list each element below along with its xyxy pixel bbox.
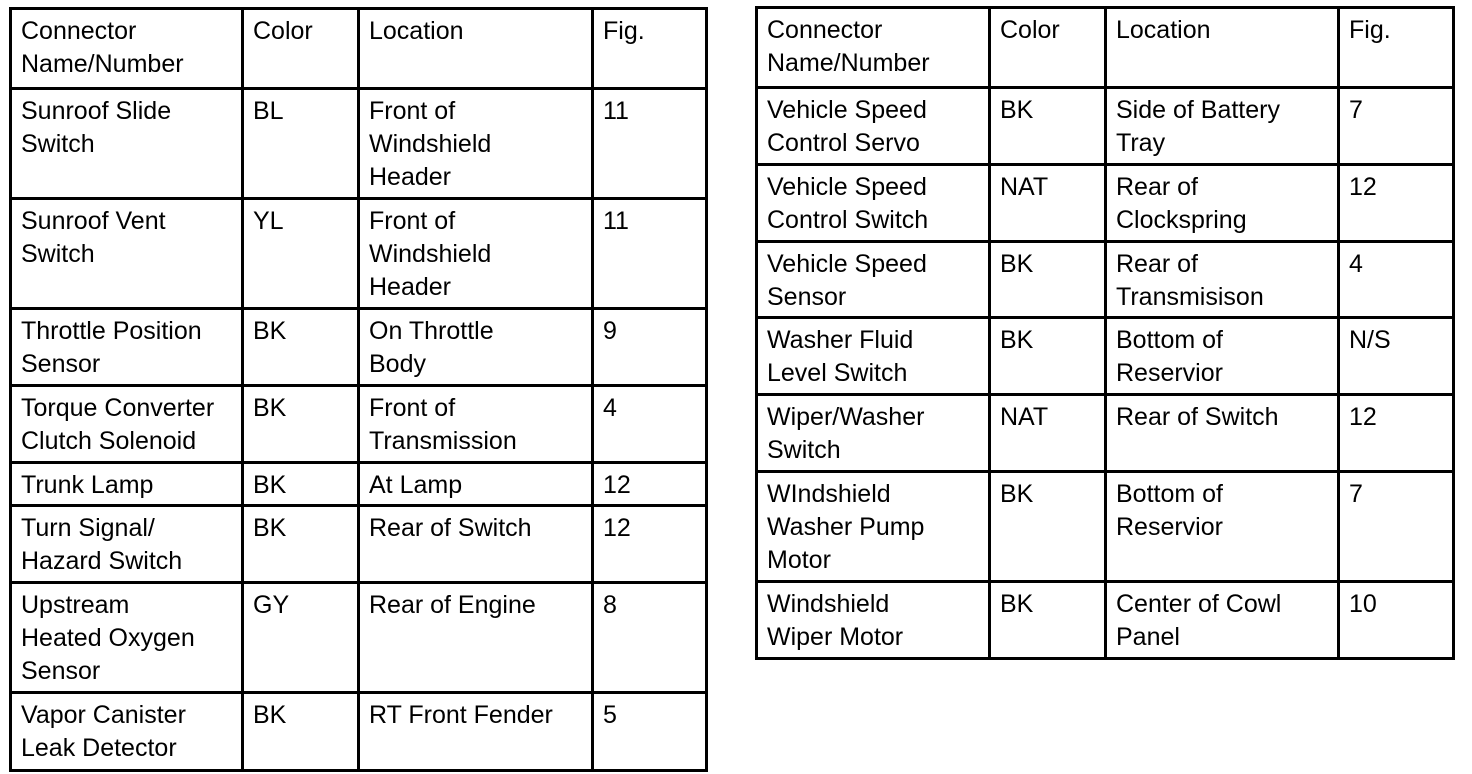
table-row xyxy=(11,309,707,386)
connector-name-cell: Upstream Heated Oxygen Sensor xyxy=(11,583,243,693)
color-cell: BK xyxy=(243,386,359,463)
location-cell: Rear of Switch xyxy=(1106,395,1339,472)
fig-cell: 12 xyxy=(593,506,707,583)
header-color: Color xyxy=(243,9,359,89)
location-cell: Rear of Transmisison xyxy=(1106,242,1339,318)
header-connector-name: Connector Name/Number xyxy=(757,8,990,88)
location-cell: Front of Windshield Header xyxy=(359,199,593,309)
connector-name-cell: Torque Converter Clutch Solenoid xyxy=(11,386,243,463)
color-cell: BK xyxy=(243,463,359,506)
table-row xyxy=(757,582,1454,659)
location-cell: Front of Transmission xyxy=(359,386,593,463)
color-cell: BK xyxy=(243,309,359,386)
table-row xyxy=(757,242,1454,318)
header-color: Color xyxy=(990,8,1106,88)
location-cell: Side of Battery Tray xyxy=(1106,88,1339,165)
connector-name-cell: Windshield Wiper Motor xyxy=(757,582,990,659)
connector-name-cell: Sunroof Vent Switch xyxy=(11,199,243,309)
table-row xyxy=(757,165,1454,242)
fig-cell: 11 xyxy=(593,199,707,309)
fig-cell: N/S xyxy=(1339,318,1454,395)
header-connector-name: Connector Name/Number xyxy=(11,9,243,89)
connector-name-cell: Sunroof Slide Switch xyxy=(11,89,243,199)
color-cell: BK xyxy=(990,582,1106,659)
color-cell: BK xyxy=(990,242,1106,318)
table-row xyxy=(757,395,1454,472)
table-row xyxy=(11,199,707,309)
location-cell: On Throttle Body xyxy=(359,309,593,386)
connector-name-cell: Throttle Position Sensor xyxy=(11,309,243,386)
location-cell: RT Front Fender xyxy=(359,693,593,771)
fig-cell: 12 xyxy=(1339,395,1454,472)
fig-cell: 7 xyxy=(1339,88,1454,165)
color-cell: BK xyxy=(243,506,359,583)
table-row xyxy=(11,583,707,693)
color-cell: BK xyxy=(990,318,1106,395)
table-row xyxy=(757,318,1454,395)
connector-name-cell: Turn Signal/ Hazard Switch xyxy=(11,506,243,583)
location-cell: Rear of Clockspring xyxy=(1106,165,1339,242)
color-cell: NAT xyxy=(990,165,1106,242)
color-cell: BL xyxy=(243,89,359,199)
location-cell: Bottom of Reservior xyxy=(1106,318,1339,395)
header-location: Location xyxy=(1106,8,1339,88)
table-row xyxy=(11,89,707,199)
header-location: Location xyxy=(359,9,593,89)
header-fig: Fig. xyxy=(593,9,707,89)
location-cell: At Lamp xyxy=(359,463,593,506)
fig-cell: 7 xyxy=(1339,472,1454,582)
fig-cell: 4 xyxy=(593,386,707,463)
table-row xyxy=(757,472,1454,582)
table-row xyxy=(11,693,707,771)
header-row xyxy=(757,8,1454,88)
table-row xyxy=(11,463,707,506)
color-cell: YL xyxy=(243,199,359,309)
location-cell: Center of Cowl Panel xyxy=(1106,582,1339,659)
connector-name-cell: Vehicle Speed Control Switch xyxy=(757,165,990,242)
connector-name-cell: Washer Fluid Level Switch xyxy=(757,318,990,395)
connector-name-cell: WIndshield Washer Pump Motor xyxy=(757,472,990,582)
table-row xyxy=(757,88,1454,165)
fig-cell: 11 xyxy=(593,89,707,199)
table-row xyxy=(11,506,707,583)
location-cell: Bottom of Reservior xyxy=(1106,472,1339,582)
fig-cell: 8 xyxy=(593,583,707,693)
color-cell: BK xyxy=(990,88,1106,165)
fig-cell: 10 xyxy=(1339,582,1454,659)
connector-name-cell: Vehicle Speed Sensor xyxy=(757,242,990,318)
connector-name-cell: Vapor Canister Leak Detector xyxy=(11,693,243,771)
connector-name-cell: Wiper/Washer Switch xyxy=(757,395,990,472)
fig-cell: 12 xyxy=(593,463,707,506)
color-cell: NAT xyxy=(990,395,1106,472)
table-row xyxy=(11,386,707,463)
header-row xyxy=(11,9,707,89)
color-cell: GY xyxy=(243,583,359,693)
location-cell: Rear of Engine xyxy=(359,583,593,693)
fig-cell: 5 xyxy=(593,693,707,771)
color-cell: BK xyxy=(990,472,1106,582)
connector-name-cell: Vehicle Speed Control Servo xyxy=(757,88,990,165)
fig-cell: 4 xyxy=(1339,242,1454,318)
location-cell: Front of Windshield Header xyxy=(359,89,593,199)
connector-table-left xyxy=(9,7,708,772)
color-cell: BK xyxy=(243,693,359,771)
location-cell: Rear of Switch xyxy=(359,506,593,583)
fig-cell: 12 xyxy=(1339,165,1454,242)
connector-name-cell: Trunk Lamp xyxy=(11,463,243,506)
header-fig: Fig. xyxy=(1339,8,1454,88)
connector-table-right xyxy=(755,6,1455,660)
fig-cell: 9 xyxy=(593,309,707,386)
